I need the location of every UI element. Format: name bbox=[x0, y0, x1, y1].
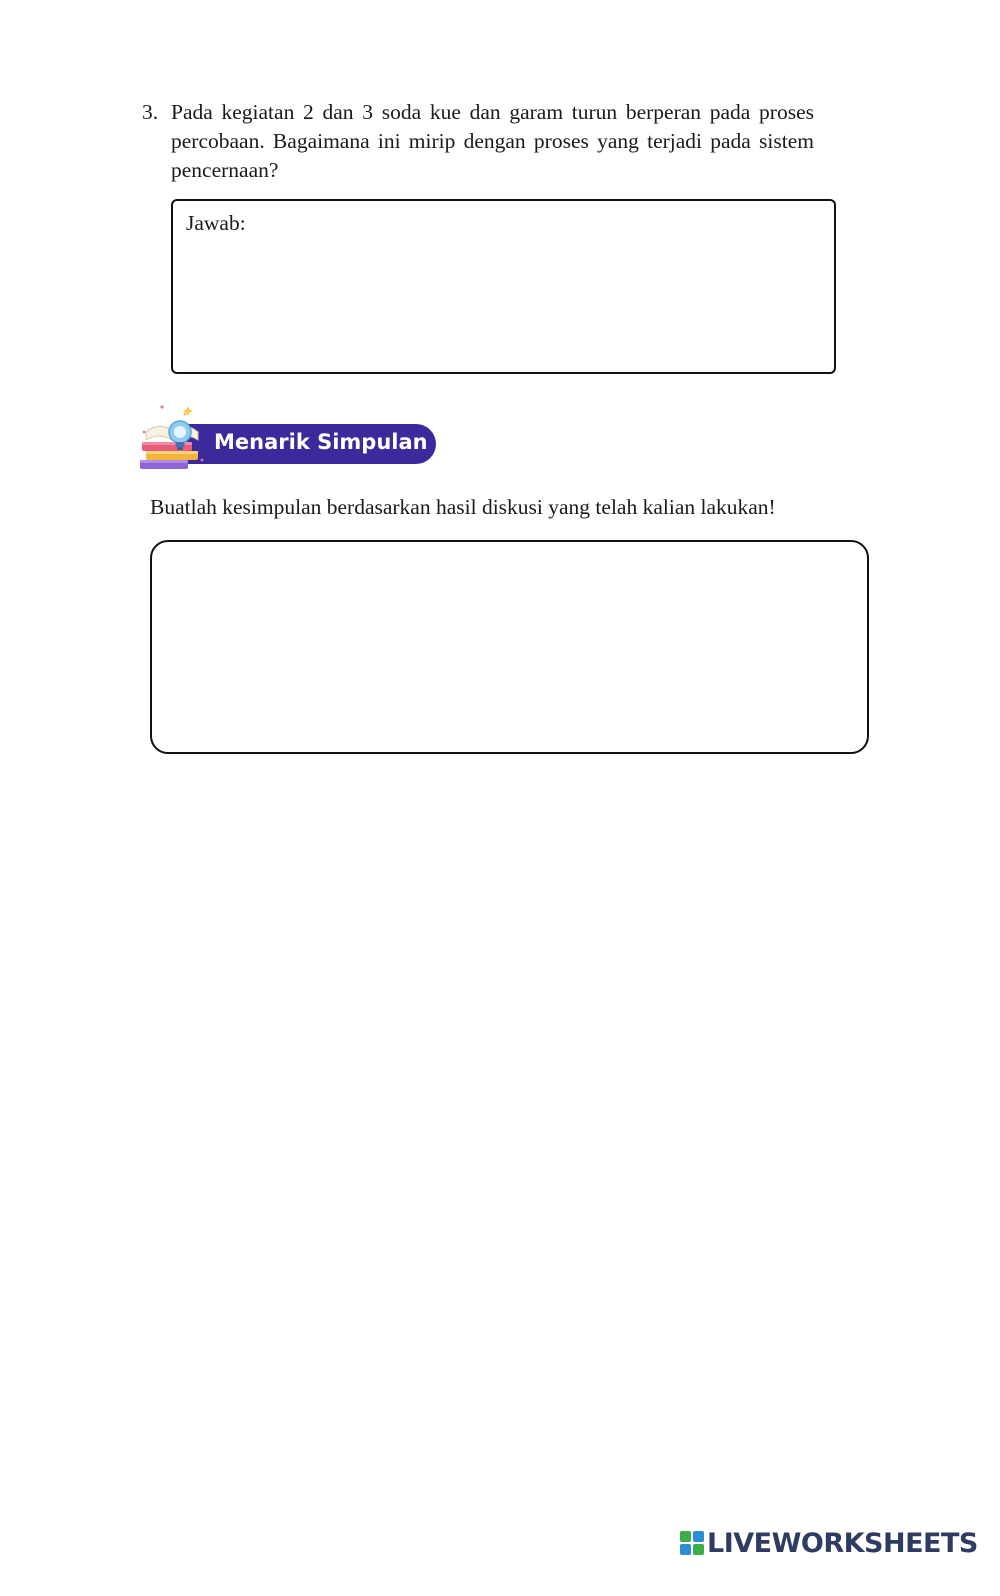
question-text bbox=[171, 98, 814, 185]
question-number: 3. bbox=[142, 100, 159, 124]
liveworksheets-logo-icon bbox=[680, 1531, 704, 1555]
conclusion-instruction: Buatlah kesimpulan berdasarkan hasil diskusi yang telah kalian lakukan! bbox=[150, 495, 776, 519]
question-line-1: Pada kegiatan 2 dan 3 soda kue dan garam turun berperan pada proses bbox=[171, 100, 814, 124]
section-banner-menarik-simpulan bbox=[136, 402, 440, 476]
liveworksheets-brand[interactable] bbox=[680, 1526, 978, 1560]
section-title: Menarik Simpulan bbox=[214, 430, 428, 454]
books-lightbulb-icon bbox=[136, 402, 210, 476]
answer-label: Jawab: bbox=[186, 211, 246, 235]
conclusion-answer-box[interactable] bbox=[150, 540, 869, 754]
question-3 bbox=[142, 98, 814, 185]
liveworksheets-brand-text: LIVEWORKSHEETS bbox=[707, 1527, 978, 1559]
question-line-2: percobaan. Bagaimana ini mirip dengan proses yang terjadi pada sistem bbox=[171, 129, 814, 153]
answer-box-question-3[interactable] bbox=[171, 199, 836, 374]
question-line-3: pencernaan? bbox=[171, 158, 279, 182]
